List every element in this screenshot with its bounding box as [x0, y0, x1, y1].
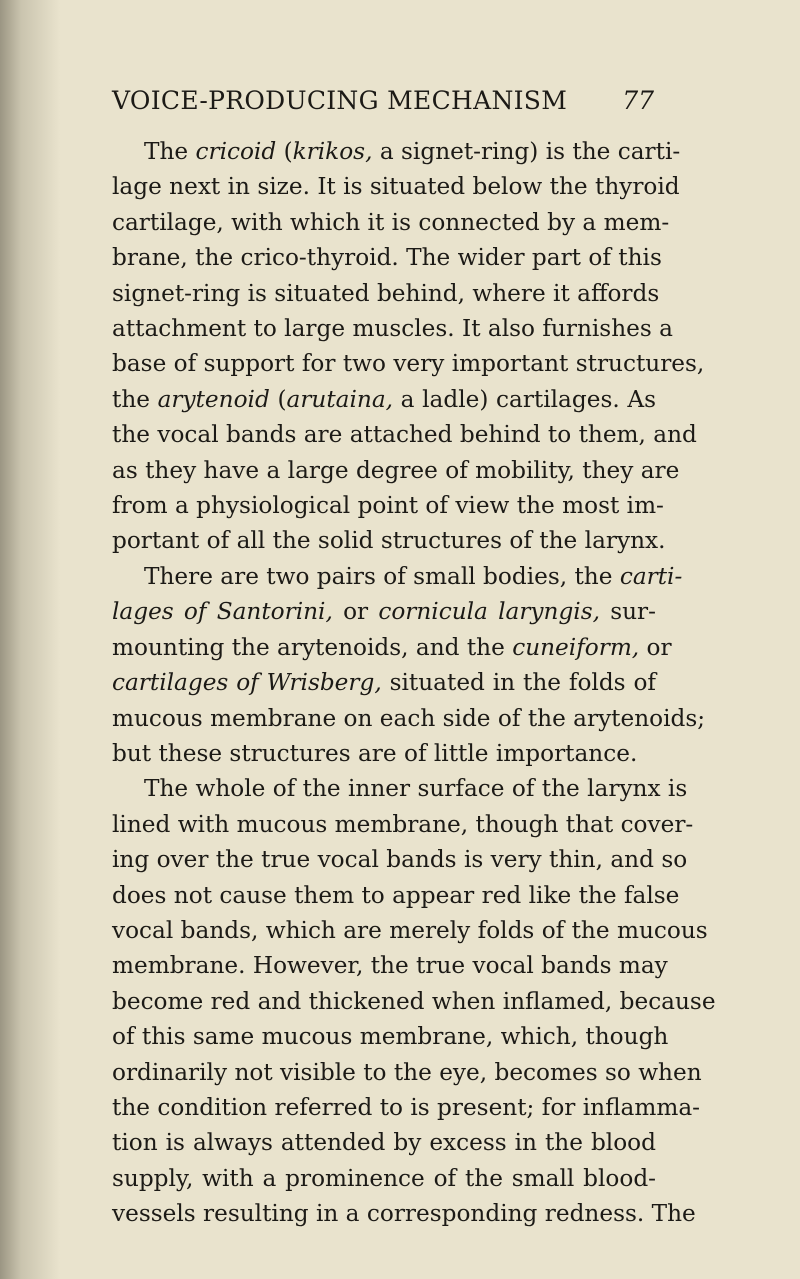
text-segment: sur-	[600, 598, 656, 626]
text-line	[112, 1125, 656, 1160]
running-head: VOICE-PRODUCING MECHANISM	[112, 86, 568, 115]
text-segment: lined with mucous membrane, though that cover-	[112, 810, 694, 838]
text-line	[112, 488, 664, 523]
text-segment: The	[144, 138, 196, 165]
text-line	[112, 169, 680, 204]
text-line	[112, 701, 706, 736]
text-line	[112, 736, 656, 771]
text-segment: become red and thickened when inflamed, because	[112, 987, 716, 1015]
text-line	[112, 1019, 669, 1054]
text-line	[112, 523, 666, 558]
page-header	[112, 86, 654, 122]
paragraph	[112, 134, 705, 559]
text-line	[112, 276, 660, 311]
text-segment: a signet-ring) is the carti-	[372, 138, 681, 165]
text-line	[112, 134, 681, 169]
text-segment: a ladle) cartilages. As	[393, 385, 656, 413]
text-line	[112, 417, 697, 452]
italic-text: carti-	[619, 562, 683, 590]
text-segment: lage next in size. It is situated below the thyroid	[112, 173, 680, 201]
text-line	[112, 382, 656, 417]
text-line	[112, 559, 683, 594]
text-line	[112, 630, 672, 665]
text-line	[112, 311, 673, 346]
text-line	[112, 1090, 701, 1125]
text-segment: the condition referred to is present; for inflamma-	[112, 1093, 701, 1121]
text-line	[112, 842, 688, 877]
text-line	[112, 1196, 696, 1231]
text-segment: situated in the folds of	[381, 669, 657, 697]
italic-text: lages of Santorini,	[112, 598, 333, 626]
text-segment: ordinarily not visible to the eye, becomes so when	[112, 1058, 702, 1086]
text-segment: cartilage, with which it is connected by a mem-	[112, 208, 670, 236]
text-segment: mucous membrane on each side of the arytenoids;	[112, 704, 706, 732]
text-segment: as they have a large degree of mobility, they are	[112, 456, 680, 484]
text-line	[112, 984, 716, 1019]
paragraph	[112, 559, 706, 771]
text-segment: portant of all the solid structures of the larynx.	[112, 527, 666, 555]
text-segment: supply, with a prominence of the small blood-	[112, 1164, 656, 1192]
text-line	[112, 878, 680, 913]
paragraph	[112, 771, 716, 1231]
text-line	[112, 807, 694, 842]
text-segment: tion is always attended by excess in the blood	[112, 1129, 656, 1157]
text-line	[112, 594, 656, 629]
text-line	[112, 913, 708, 948]
text-segment: There are two pairs of small bodies, the	[144, 562, 620, 590]
text-segment: but these structures are of little importance.	[112, 739, 638, 767]
text-segment: mounting the arytenoids, and the	[112, 633, 513, 661]
italic-text: cricoid	[195, 138, 277, 165]
text-segment: vocal bands, which are merely folds of the mucous	[112, 916, 708, 944]
italic-text: arytenoid	[157, 385, 270, 413]
page-spine-shadow	[0, 0, 60, 1279]
text-segment: base of support for two very important structures,	[112, 350, 705, 378]
text-line	[112, 771, 688, 806]
text-line	[112, 205, 670, 240]
text-segment: signet-ring is situated behind, where it affords	[112, 279, 660, 307]
text-segment: ing over the true vocal bands is very thin, and so	[112, 846, 688, 874]
text-line	[112, 665, 656, 700]
text-line	[112, 1161, 656, 1196]
text-segment: brane, the crico-thyroid. The wider part of this	[112, 244, 662, 272]
italic-text: cuneiform,	[512, 633, 640, 661]
text-line	[112, 346, 705, 381]
text-segment: of this same mucous membrane, which, though	[112, 1023, 669, 1051]
italic-text: krikos,	[292, 138, 373, 165]
text-segment: (	[276, 138, 293, 165]
text-segment: from a physiological point of view the most im-	[112, 492, 664, 520]
body-text	[112, 134, 716, 1232]
text-segment: or	[332, 598, 379, 626]
text-segment: or	[639, 633, 672, 661]
text-segment: the vocal bands are attached behind to them, and	[112, 421, 697, 449]
text-segment: (	[269, 385, 287, 413]
text-segment: the	[112, 385, 158, 413]
text-line	[112, 948, 668, 983]
italic-text: cornicula laryngis,	[378, 598, 600, 626]
text-segment: does not cause them to appear red like the false	[112, 881, 680, 909]
text-segment: membrane. However, the true vocal bands may	[112, 952, 668, 980]
page-number: 77	[622, 86, 654, 115]
italic-text: arutaina,	[286, 385, 394, 413]
text-line	[112, 1055, 702, 1090]
text-segment: The whole of the inner surface of the larynx is	[144, 775, 688, 803]
text-line	[112, 453, 680, 488]
text-line	[112, 240, 662, 275]
italic-text: cartilages of Wrisberg,	[112, 669, 382, 697]
text-segment: attachment to large muscles. It also furnishes a	[112, 315, 673, 343]
text-segment: vessels resulting in a corresponding redness. The	[112, 1200, 696, 1228]
